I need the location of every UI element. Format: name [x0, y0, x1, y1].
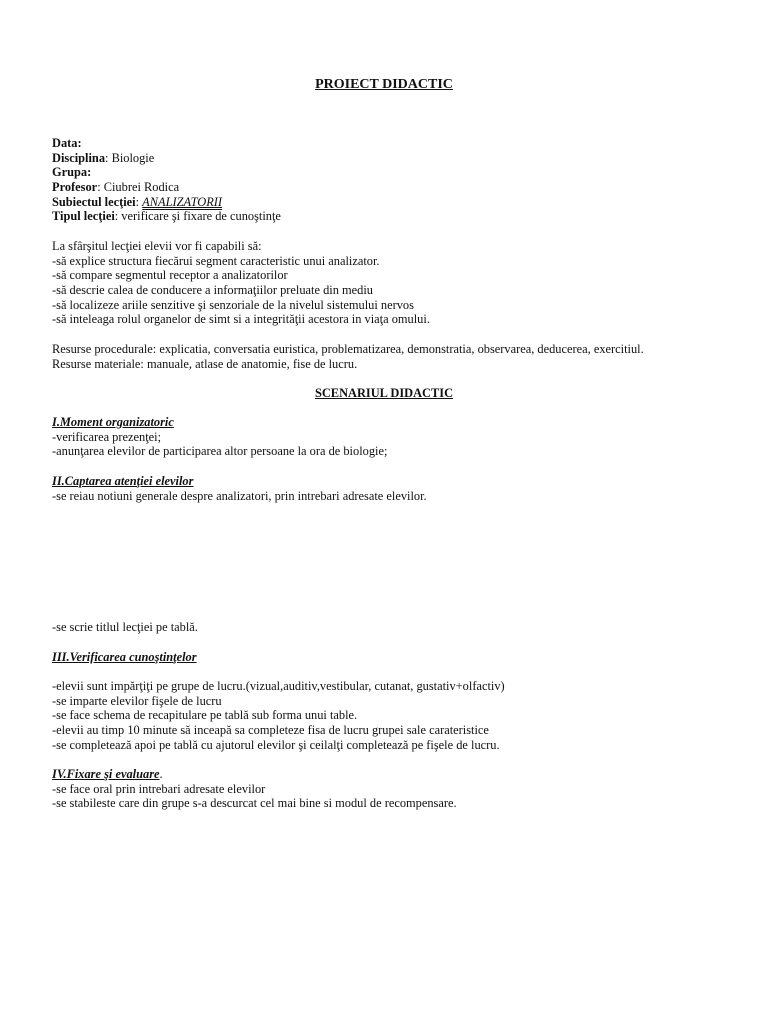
objectives	[52, 239, 732, 327]
profesor-line	[52, 180, 732, 195]
section-2	[52, 474, 732, 503]
section-1-line: -anunţarea elevilor de participarea altor persoane la ora de biologie;	[52, 444, 388, 459]
subiect-line	[52, 195, 732, 210]
section-3-heading: III.Verificarea cunoştinţelor	[52, 650, 197, 664]
section-4-heading-suffix: .	[159, 767, 163, 781]
objective-item: -să explice structura fiecărui segment caracteristic unui analizator.	[52, 253, 380, 268]
disciplina-label: Disciplina	[52, 150, 106, 165]
objectives-intro: La sfârşitul lecţiei elevii vor fi capabili să:	[52, 239, 262, 253]
section-2-after-gap-line: -se scrie titlul lecţiei pe tablă.	[52, 620, 198, 634]
grupa-line	[52, 165, 732, 180]
data-line	[52, 136, 732, 151]
section-3-line: -elevii sunt impărţiţi pe grupe de lucru.(vizual,auditiv,vestibular, cutanat, gustativ+olfactiv)	[52, 679, 505, 693]
section-3-line: -se imparte elevilor fişele de lucru	[52, 693, 222, 708]
tipul-value: : verificare şi fixare de cunoştinţe	[114, 209, 281, 224]
header-info	[52, 136, 732, 224]
section-1	[52, 415, 732, 459]
disciplina-value: : Biologie	[105, 150, 155, 165]
section-2-line: -se reiau notiuni generale despre analizatori, prin intrebari adresate elevilor.	[52, 488, 427, 503]
section-4-line: -se stabileste care din grupe s-a descurcat cel mai bine si modul de recompensare.	[52, 796, 457, 811]
section-4-heading: IV.Fixare şi evaluare	[52, 767, 160, 781]
page-title: PROIECT DIDACTIC	[315, 77, 453, 92]
section-1-heading: I.Moment organizatoric	[52, 415, 174, 429]
tipul-line	[52, 209, 732, 224]
scenario-title: SCENARIUL DIDACTIC	[314, 386, 454, 400]
section-3-line: -se face schema de recapitulare pe tablă sub forma unui table.	[52, 708, 358, 723]
data-label: Data:	[52, 136, 82, 150]
section-3	[52, 650, 732, 665]
profesor-value: : Ciubrei Rodica	[97, 180, 180, 195]
subiect-value: ANALIZATORII	[142, 194, 223, 209]
profesor-label: Profesor	[52, 180, 98, 195]
disciplina-line	[52, 151, 732, 166]
subiect-label: Subiectul lecţiei	[52, 194, 136, 209]
objective-item: -să descrie calea de conducere a informaţiilor preluate din mediu	[52, 283, 373, 298]
section-2-after	[52, 620, 732, 635]
resources-procedural: Resurse procedurale: explicatia, conversatia euristica, problematizarea, demonstratia, observarea, deducerea, exercitiul.	[52, 342, 644, 356]
section-4	[52, 767, 732, 811]
section-1-line: -verificarea prezenţei;	[52, 429, 162, 444]
tipul-label: Tipul lecţiei	[52, 209, 115, 224]
section-4-line: -se face oral prin intrebari adresate elevilor	[52, 781, 266, 796]
scenario-section	[52, 386, 732, 401]
resources-material: Resurse materiale: manuale, atlase de anatomie, fise de lucru.	[52, 356, 358, 371]
section-2-heading: II.Captarea atenţiei elevilor	[52, 474, 194, 488]
objective-item: -să inteleaga rolul organelor de simt si a integrităţii acestora in viaţa omului.	[52, 312, 430, 327]
section-3-lines	[52, 679, 732, 752]
objective-item: -să localizeze ariile senzitive şi senzoriale de la nivelul sistemului nervos	[52, 297, 414, 312]
section-3-line: -elevii au timp 10 minute să inceapă sa completeze fisa de lucru grupei sale carateristice	[52, 723, 489, 738]
grupa-label: Grupa:	[52, 165, 92, 180]
resources	[52, 342, 732, 371]
section-3-line: -se completează apoi pe tablă cu ajutorul elevilor şi ceilalţi completează pe fişele de lucru.	[52, 737, 500, 752]
objective-item: -să compare segmentul receptor a analizatorilor	[52, 268, 288, 283]
subiect-sep: :	[135, 194, 143, 209]
